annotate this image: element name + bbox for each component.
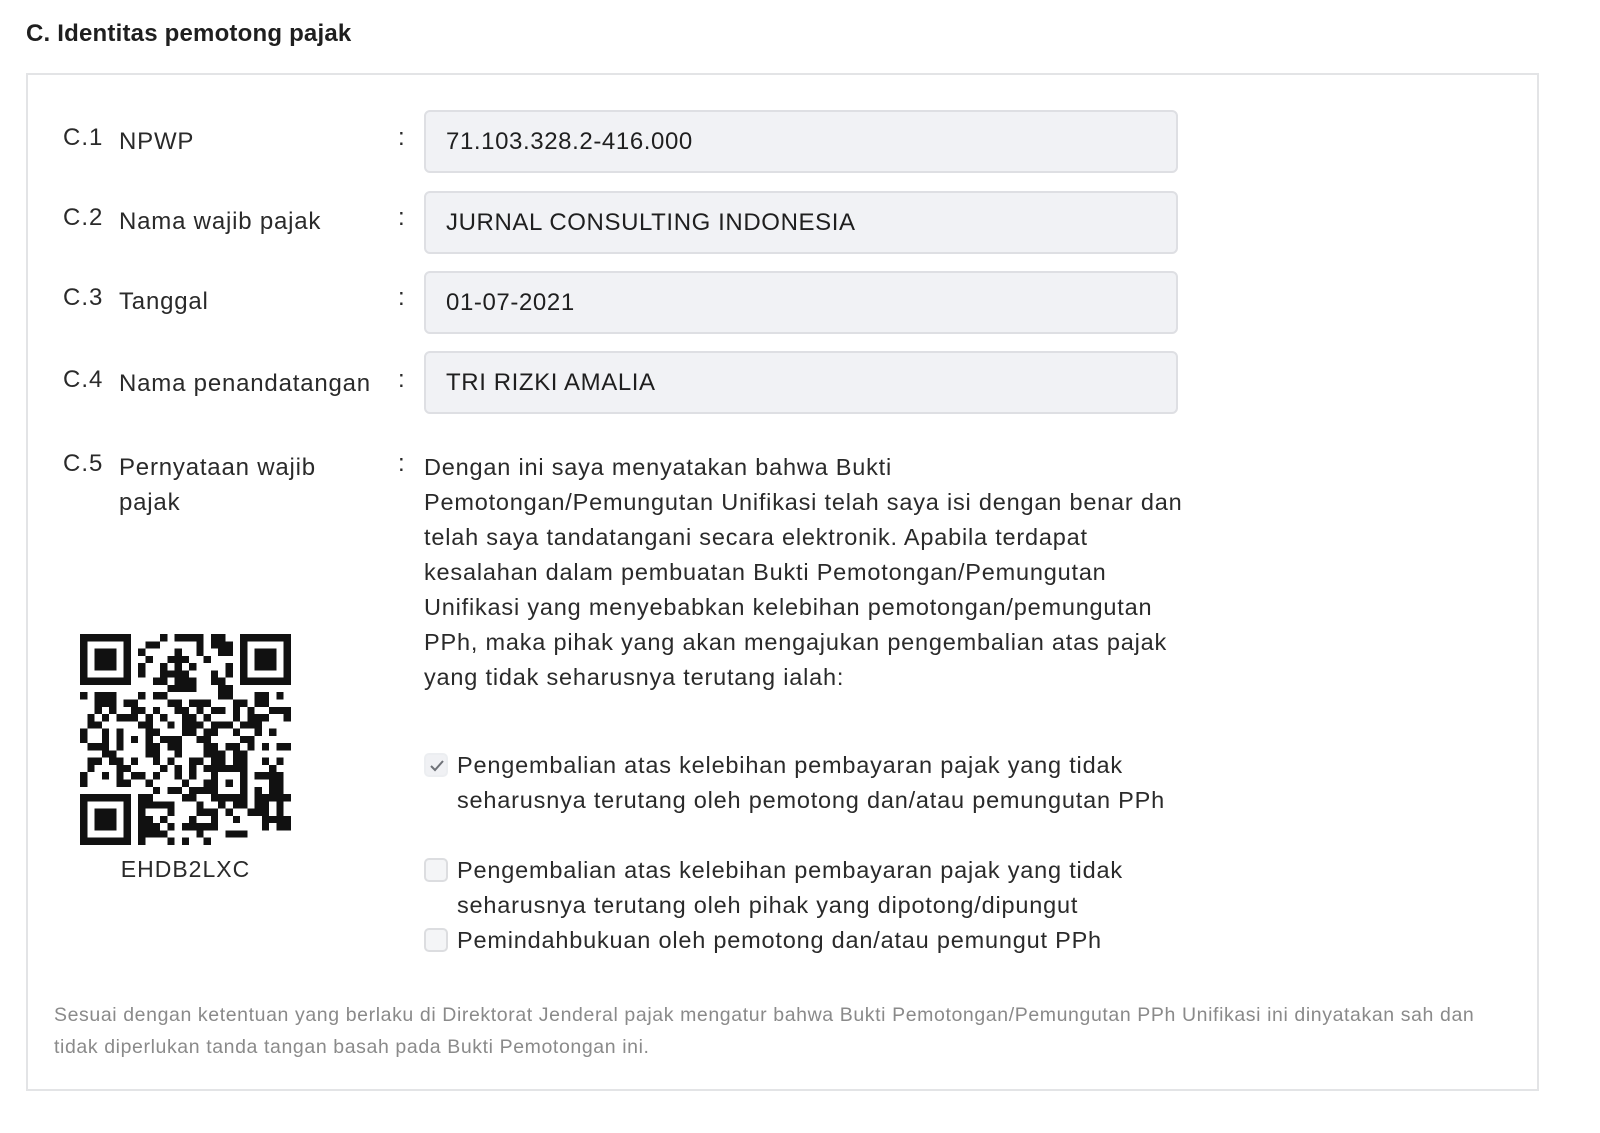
statement-text: Dengan ini saya menyatakan bahwa Bukti Pemotongan/Pemungutan Unifikasi telah saya isi dengan benar dan telah saya tandatangani secara elektronik. Apabila terdapat kesalahan dalam pembuatan Bukti Pemotongan/Pemungutan Unifikasi yang menyebabkan kelebihan pemotongan/pemungutan PPh, maka pihak yang akan mengajukan pengembalian atas pajak yang tidak seharusnya terutang ialah: — [424, 454, 1183, 690]
nama-penandatangan-field[interactable]: TRI RIZKI AMALIA — [424, 351, 1178, 414]
field-separator: : — [398, 204, 405, 231]
field-separator: : — [398, 366, 405, 393]
field-label-nama-wajib-pajak: Nama wajib pajak — [119, 208, 322, 235]
section-title: C. Identitas pemotong pajak — [26, 20, 352, 47]
option-label: Pengembalian atas kelebihan pembayaran pajak yang tidak seharusnya terutang oleh pemotong dan/atau pemungutan PPh — [457, 752, 1166, 813]
field-separator: : — [398, 450, 405, 477]
field-number-tanggal: C.3 — [63, 284, 104, 311]
field-number-npwp: C.1 — [63, 124, 104, 151]
field-label-pernyataan: Pernyataan wajib pajak — [119, 454, 316, 516]
checkbox-checked[interactable] — [424, 753, 448, 777]
npwp-field[interactable]: 71.103.328.2-416.000 — [424, 110, 1178, 173]
qr-code-label: EHDB2LXC — [120, 856, 251, 882]
option-label: Pemindahbukuan oleh pemotong dan/atau pemungut PPh — [457, 927, 1102, 953]
field-separator: : — [398, 124, 405, 151]
field-label-tanggal: Tanggal — [119, 288, 209, 315]
nama-wajib-pajak-field[interactable]: JURNAL CONSULTING INDONESIA — [424, 191, 1178, 254]
field-label-nama-penandatangan: Nama penandatangan — [119, 370, 371, 397]
check-icon — [429, 759, 445, 773]
checkbox-unchecked[interactable] — [424, 858, 448, 882]
field-label-npwp: NPWP — [119, 128, 195, 155]
field-number-nama-wajib-pajak: C.2 — [63, 204, 104, 231]
field-separator: : — [398, 284, 405, 311]
qr-code-image — [80, 634, 291, 845]
tanggal-field[interactable]: 01-07-2021 — [424, 271, 1178, 334]
option-label: Pengembalian atas kelebihan pembayaran pajak yang tidak seharusnya terutang oleh pihak yang dipotong/dipungut — [457, 857, 1123, 918]
footer-note: Sesuai dengan ketentuan yang berlaku di Direktorat Jenderal pajak mengatur bahwa Bukti Pemotongan/Pemungutan PPh Unifikasi ini dinyatakan sah dan tidak diperlukan tanda tangan basah pada Bukti Pemotongan ini. — [54, 1004, 1475, 1058]
field-number-pernyataan: C.5 — [63, 450, 104, 477]
field-number-nama-penandatangan: C.4 — [63, 366, 104, 393]
checkbox-unchecked[interactable] — [424, 928, 448, 952]
